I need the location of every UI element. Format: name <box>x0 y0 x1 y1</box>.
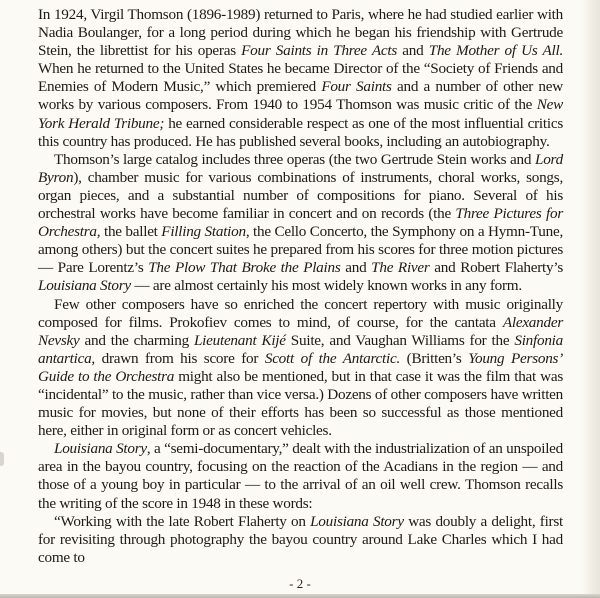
text-run: (Britten’s <box>400 349 469 367</box>
page-number: - 2 - <box>289 576 311 591</box>
paragraph-thomson-biography <box>38 6 563 151</box>
italic-title: The Mother of Us All. <box>428 42 563 60</box>
italic-title: Three Pictures for Orchestra, <box>38 205 563 241</box>
scan-artifact <box>0 452 4 466</box>
italic-title: Scott of the Antarctic. <box>264 349 401 367</box>
text-run: he earned considerable respect as one of the most influential critics this country has produced. He has published several books, including an autobiography. <box>38 114 563 150</box>
text-run: and the charming <box>79 331 194 349</box>
text-run: Suite, and Vaughan Williams for the <box>285 331 515 349</box>
paragraph-louisiana-story <box>38 440 563 512</box>
text-run: — are almost certainly his most widely known works in any form. <box>130 277 522 295</box>
italic-title: Four Saints <box>321 78 392 96</box>
text-run: When he returned to the United States he became Director of the “Society of Friends and Enemies of Modern Music,” which premiered <box>38 60 563 96</box>
italic-title: Sinfonia antartica, <box>38 331 563 367</box>
text-run: “Working with the late Robert Flaherty on <box>54 512 311 530</box>
text-run: In 1924, Virgil Thomson (1896-1989) returned to Paris, where he had studied earlier with Nadia Boulanger, for a long period during which he began his friendship with Gertrude Stein, the librettist for his operas <box>38 6 563 60</box>
italic-title: The River <box>371 259 430 277</box>
text-run: and Robert Flaherty’s <box>429 259 563 277</box>
body-text <box>38 6 563 567</box>
italic-title: Louisiana Story <box>38 277 131 295</box>
text-run: might also be mentioned, but in that case it was the film that was “incidental” to the music, rather than vice versa.) Dozens of other composers have written music for movies, but none of their efforts has been so successful as those mentioned here, either in original form or as concert vehicles. <box>38 367 563 440</box>
page-bottom-edge <box>0 594 600 598</box>
page-edge-shadow <box>582 0 600 598</box>
italic-title: Louisiana Story <box>310 512 404 530</box>
italic-title: Four Saints in Three Acts <box>241 42 398 60</box>
italic-title: Lieutenant Kijé <box>193 331 286 349</box>
text-run: , the Cello Concerto, the Symphony on a Hymn-Tune, among others) but the concert suites he prepared from his scores for three motion pictures — Pare Lorentz’s <box>38 223 563 277</box>
italic-title: New York Herald Tribune; <box>38 96 563 132</box>
text-run: drawn from his score for <box>94 349 265 367</box>
text-run: was doubly a delight, first for revisiting through photography the bayou country around Lake Charles which I had come to <box>38 512 563 566</box>
italic-title: Lord Byron <box>38 150 563 186</box>
text-run: Thomson’s large catalog includes three operas (the two Gertrude Stein works and <box>54 150 536 168</box>
italic-title: Young Persons’ Guide to the Orchestra <box>38 349 564 385</box>
italic-title: The Plow That Broke the Plains <box>148 259 341 277</box>
paragraph-film-composers <box>38 296 563 441</box>
italic-title: Alexander Nevsky <box>38 313 563 349</box>
text-run: and <box>397 42 429 60</box>
italic-title: Filling Station <box>161 223 246 241</box>
text-run: and <box>340 259 372 277</box>
paragraph-thomson-quote <box>38 513 563 567</box>
paragraph-thomson-catalog <box>38 151 563 296</box>
text-run: Few other composers have so enriched the concert repertory with music originally composed for films. Prokofiev comes to mind, of course, for the cantata <box>38 295 563 331</box>
text-run: ), chamber music for various combinations of instruments, choral works, songs, organ pieces, and a substantial number of compositions for piano. Several of his orchestral works have become familiar in concert and on records (the <box>38 168 563 223</box>
text-run: and a number of other new works by various composers. From 1940 to 1954 Thomson was music critic of the <box>38 78 563 114</box>
text-run: , a “semi-documentary,” dealt with the industrialization of an unspoiled area in the bayou country, focusing on the reaction of the Acadians in the region — and those of a young boy in particular — to the arrival of an oil well crew. Thomson recalls the writing of the score in 1948 in these words: <box>38 440 563 512</box>
italic-title: Louisiana Story <box>54 440 147 458</box>
text-run: the ballet <box>100 223 162 241</box>
